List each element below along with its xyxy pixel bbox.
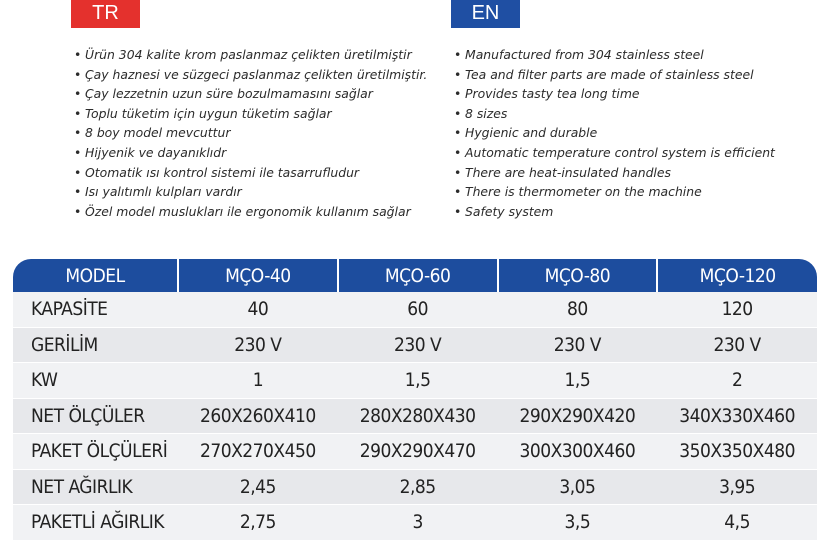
table-cell: 290X290X470 <box>338 434 498 470</box>
features-list-tr <box>74 45 446 221</box>
row-label: PAKETLİ AĞIRLIK <box>13 505 178 541</box>
table-cell: 230 V <box>338 327 498 363</box>
header-mco-40: MÇO-40 <box>178 259 338 292</box>
feature-item-en: • There are heat-insulated handles <box>454 164 671 180</box>
table-cell: 2,85 <box>338 469 498 505</box>
table-cell: 230 V <box>178 327 338 363</box>
table-cell: 40 <box>178 292 338 327</box>
table-header-row <box>13 259 817 292</box>
feature-item-en: • Hygienic and durable <box>454 125 598 141</box>
feature-item-tr: • Toplu tüketim için uygun tüketim sağlar <box>74 105 332 121</box>
en-language-badge: EN <box>451 0 520 28</box>
spec-table <box>13 259 817 541</box>
table-row-net-agirlik <box>13 469 817 505</box>
feature-item-en: • Manufactured from 304 stainless steel <box>454 47 704 62</box>
table-cell: 2 <box>657 363 817 399</box>
table-cell: 280X280X430 <box>338 398 498 434</box>
feature-item-tr: • Ürün 304 kalite krom paslanmaz çelikten üretilmiştir <box>74 47 412 62</box>
header-mco-80: MÇO-80 <box>498 259 658 292</box>
table-cell: 340X330X460 <box>657 398 817 434</box>
table-row-kapasite <box>13 292 817 327</box>
feature-item-tr: • Özel model muslukları ile ergonomik kullanım sağlar <box>74 203 411 219</box>
table-cell: 1,5 <box>498 363 658 399</box>
table-cell: 80 <box>498 292 658 327</box>
table-cell: 2,45 <box>178 469 338 505</box>
row-label: PAKET ÖLÇÜLERİ <box>13 434 178 470</box>
table-cell: 2,75 <box>178 505 338 541</box>
table-cell: 1,5 <box>338 363 498 399</box>
feature-item-en: • Tea and filter parts are made of stainless steel <box>454 66 754 82</box>
table-cell: 3 <box>338 505 498 541</box>
feature-item-tr: • 8 boy model mevcuttur <box>74 125 231 141</box>
row-label: NET ÖLÇÜLER <box>13 398 178 434</box>
table-cell: 120 <box>657 292 817 327</box>
feature-item-tr: • Otomatik ısı kontrol sistemi ile tasarrufludur <box>74 164 360 180</box>
table-cell: 300X300X460 <box>498 434 658 470</box>
table-cell: 290X290X420 <box>498 398 658 434</box>
feature-item-tr: • Hijyenik ve dayanıklıdr <box>74 144 227 160</box>
table-row-paket-olculeri <box>13 434 817 470</box>
table-cell: 3,95 <box>657 469 817 505</box>
table-row-kw <box>13 363 817 399</box>
row-label: KAPASİTE <box>13 292 178 327</box>
table-row-gerilim <box>13 327 817 363</box>
header-mco-120: MÇO-120 <box>657 259 817 292</box>
header-mco-60: MÇO-60 <box>338 259 498 292</box>
table-cell: 230 V <box>657 327 817 363</box>
feature-item-en: • There is thermometer on the machine <box>454 184 702 200</box>
table-cell: 1 <box>178 363 338 399</box>
feature-item-tr: • Isı yalıtımlı kulpları vardır <box>74 184 242 200</box>
table-cell: 3,05 <box>498 469 658 505</box>
table-cell: 3,5 <box>498 505 658 541</box>
table-cell: 4,5 <box>657 505 817 541</box>
header-model: MODEL <box>13 259 178 292</box>
table-cell: 230 V <box>498 327 658 363</box>
feature-item-en: • Safety system <box>454 203 554 219</box>
feature-item-en: • Automatic temperature control system is efficient <box>454 144 775 160</box>
tr-language-badge: TR <box>71 0 140 28</box>
feature-item-en: • 8 sizes <box>454 105 508 121</box>
table-cell: 350X350X480 <box>657 434 817 470</box>
feature-item-en: • Provides tasty tea long time <box>454 86 640 102</box>
feature-item-tr: • Çay haznesi ve süzgeci paslanmaz çelikten üretilmiştir. <box>74 66 428 82</box>
table-cell: 270X270X450 <box>178 434 338 470</box>
row-label: KW <box>13 363 178 399</box>
row-label: NET AĞIRLIK <box>13 469 178 505</box>
feature-item-tr: • Çay lezzetnin uzun süre bozulmamasını sağlar <box>74 86 373 102</box>
row-label: GERİLİM <box>13 327 178 363</box>
table-cell: 260X260X410 <box>178 398 338 434</box>
table-cell: 60 <box>338 292 498 327</box>
table-row-net-olculer <box>13 398 817 434</box>
features-list-en <box>454 45 814 221</box>
table-row-paketli-agirlik <box>13 505 817 541</box>
